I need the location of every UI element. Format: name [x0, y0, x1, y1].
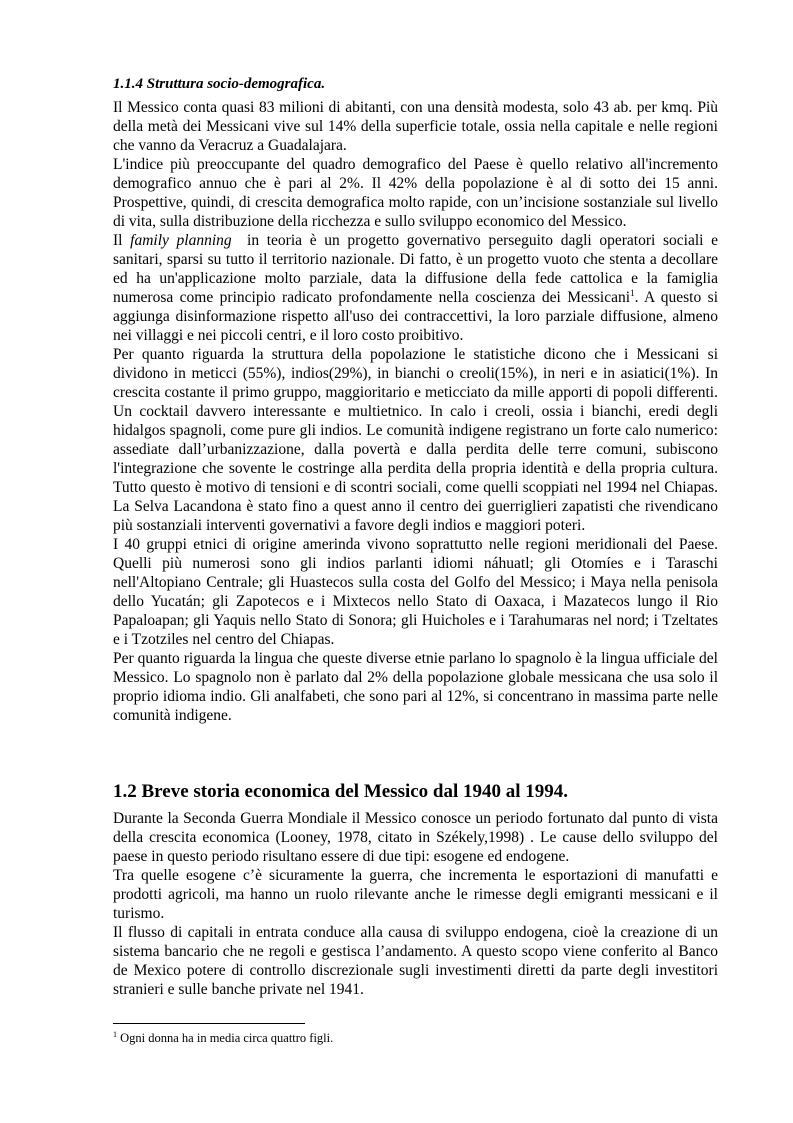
section-economic-history	[113, 781, 718, 999]
paragraph-exogenous-causes: Tra quelle esogene c’è sicuramente la guerra, che incrementa le esportazioni di manufatti e prodotti agricoli, ma hanno un ruolo rilevante anche le rimesse degli emigranti messicani e il turismo.	[113, 867, 718, 922]
family-planning-text-end: . A questo si aggiunga disinformazione rispetto all'uso dei contraccettivi, la loro parziale diffusione, almeno nei villaggi e nei piccoli centri, e il loro costo proibitivo.	[113, 289, 718, 344]
paragraph-endogenous-causes: Il flusso di capitali in entrata conduce alla causa di sviluppo endogena, cioè la creazione di un sistema bancario che ne regoli e gestisca l’andamento. A questo scopo viene conferito al Banco de Mexico potere di controllo discrezionale sugli investimenti diretti da parte degli investitori stranieri e sulle banche private nel 1941.	[113, 924, 718, 998]
paragraph-family-planning	[113, 231, 718, 345]
paragraph-wwii-growth: Durante la Seconda Guerra Mondiale il Messico conosce un periodo fortunato dal punto di vista della crescita economica (Looney, 1978, citato in Székely,1998) . Le cause dello sviluppo del paese in questo periodo risultano essere di due tipi: esogene ed endogene.	[113, 810, 718, 865]
paragraph-population-structure: Per quanto riguarda la struttura della popolazione le statistiche dicono che i Messicani si dividono in meticci (55%), indios(29%), in bianchi o creoli(15%), in neri e in asiatici(1%). In crescita costante il primo gruppo, maggioritario e meticciato da mille apporti di popoli differenti. Un cocktail davvero interessante e multietnico. In calo i creoli, ossia i bianchi, eredi degli hidalgos spagnoli, come pure gli indios. Le comunità indigene registrano un forte calo numerico: assediate dall’urbanizzazione, dalla povertà e dalla perdita delle terre comuni, subiscono l'integrazione che sovente le costringe alla perdita della propria identità e della propria cultura. Tutto questo è motivo di tensioni e di scontri sociali, come quelli scoppiati nel 1994 nel Chiapas. La Selva Lacandona è stato fino a quest anno il centro dei guerriglieri zapatisti che rivendicano più sostanziali interventi governativi a favore degli indios e maggiori poteri.	[113, 346, 718, 534]
footnote-divider	[113, 1023, 305, 1024]
paragraph-demographic-growth: L'indice più preoccupante del quadro demografico del Paese è quello relativo all'incremento demografico annuo che è pari al 2%. Il 42% della popolazione è al di sotto dei 15 anni. Prospettive, quindi, di crescita demografica molto rapide, con un’incisione sostanziale sul livello di vita, sulla distribuzione della ricchezza e sullo sviluppo economico del Messico.	[113, 156, 718, 230]
footnote-marker: 1	[113, 1029, 117, 1039]
paragraph-language: Per quanto riguarda la lingua che queste diverse etnie parlano lo spagnolo è la lingua ufficiale del Messico. Lo spagnolo non è parlato dal 2% della popolazione globale messicana che usa solo il proprio idioma indio. Gli analfabeti, che sono pari al 12%, si concentrano in massima parte nelle comunità indigene.	[113, 650, 718, 724]
paragraph-ethnic-groups: I 40 gruppi etnici di origine amerinda vivono soprattutto nelle regioni meridionali del Paese. Quelli più numerosi sono gli indios parlanti idiomi náhuatl; gli Otomíes e i Taraschi nell'Altopiano Centrale; gli Huastecos sulla costa del Golfo del Messico; i Maya nella penisola dello Yucatán; gli Zapotecos e i Mixtecos nello Stato di Oaxaca, i Mazatecos lungo il Rio Papaloapan; gli Yaquis nello Stato di Sonora; gli Huicholes e i Tarahumaras nel nord; i Tzeltates e i Tzotziles nel centro del Chiapas.	[113, 536, 718, 648]
footnote-reference[interactable]: 1	[630, 287, 635, 298]
section-socio-demographic	[113, 75, 718, 725]
footnote-text: Ogni donna ha in media circa quattro figli.	[120, 1031, 334, 1045]
family-planning-prefix: Il	[113, 232, 123, 249]
paragraph-population: Il Messico conta quasi 83 milioni di abitanti, con una densità modesta, solo 43 ab. per kmq. Più della metà dei Messicani vive sul 14% della superficie totale, ossia nella capitale e nelle regioni che vanno da Veracruz a Guadalajara.	[113, 99, 718, 154]
footnote	[113, 1030, 718, 1046]
section-heading-1-1-4: 1.1.4 Struttura socio-demografica.	[113, 76, 326, 92]
family-planning-term: family planning	[130, 232, 232, 249]
section-heading-1-2: 1.2 Breve storia economica del Messico dal 1940 al 1994.	[113, 781, 569, 802]
family-planning-text: in teoria è un progetto governativo perseguito dagli operatori sociali e sanitari, sparsi su tutto il territorio nazionale. Di fatto, è un progetto vuoto che stenta a decollare ed ha un'applicazione molto parziale, data la diffusione della fede cattolica e la famiglia numerosa come principio radicato profondamente nella coscienza dei Messicani	[113, 232, 718, 306]
